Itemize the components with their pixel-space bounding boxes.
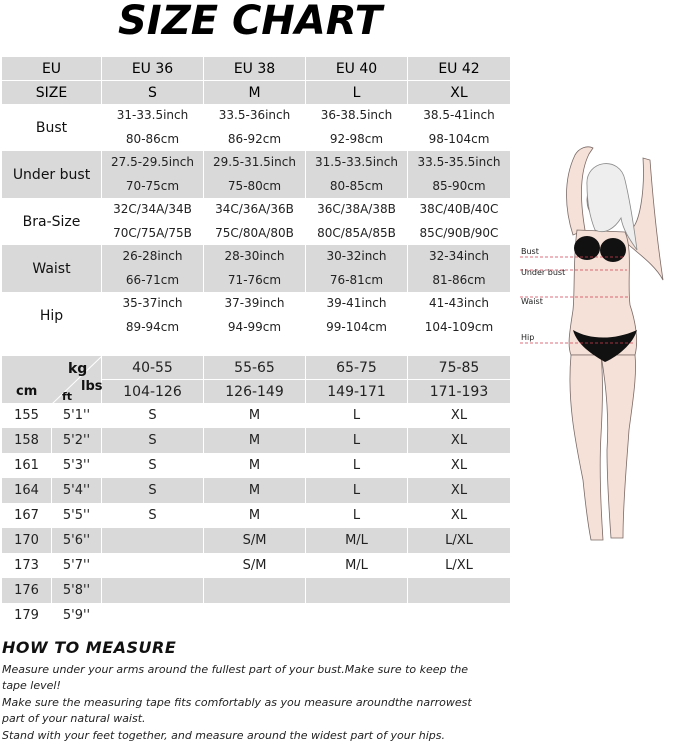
inch-value: 30-32inch (326, 249, 387, 263)
body-measure-figure (515, 140, 680, 555)
lbs-label: lbs (81, 379, 103, 394)
cm-cell: 179 (2, 603, 52, 628)
size-cell: M (204, 478, 306, 503)
inch-value: 39-41inch (326, 296, 387, 310)
ft-cell: 5'6'' (52, 528, 102, 553)
size-cell: S/M (204, 553, 306, 578)
size-cell: XL (408, 403, 510, 428)
measure-cell (102, 104, 204, 151)
inch-value: 33.5-35.5inch (417, 155, 501, 169)
header-cell: M (204, 80, 306, 104)
row-label: Bust (2, 104, 102, 151)
cm-cell: 155 (2, 403, 52, 428)
height-row (2, 503, 510, 528)
header-cell: EU (2, 57, 102, 80)
inch-value: 35-37inch (122, 296, 183, 310)
cm-value: 70-75cm (125, 178, 180, 193)
header-row (2, 80, 510, 104)
inch-value: 37-39inch (224, 296, 285, 310)
size-cell: M (204, 403, 306, 428)
under-bust-annotation: Under bust (521, 268, 566, 277)
size-cell (306, 603, 408, 628)
row-label: Waist (2, 245, 102, 292)
height-row (2, 603, 510, 628)
inch-value: 36C/38A/38B (317, 202, 396, 216)
inch-value: 34C/36A/36B (215, 202, 294, 216)
inch-value: 36-38.5inch (320, 108, 393, 122)
measure-cell (306, 245, 408, 292)
measure-cell (306, 151, 408, 198)
measure-cell (408, 104, 510, 151)
size-cell: XL (408, 478, 510, 503)
cm-value: 80-86cm (125, 131, 180, 146)
header-row (2, 57, 510, 80)
inch-value: 27.5-29.5inch (111, 155, 194, 169)
measure-cell (204, 151, 306, 198)
header-cell: EU 36 (102, 57, 204, 80)
lbs-cell: 171-193 (408, 379, 510, 403)
cm-value: 86-92cm (227, 131, 282, 146)
size-cell: S (102, 503, 204, 528)
note-bust: Measure under your arms around the fullest part of your bust.Make sure to keep the tape level! (2, 663, 469, 693)
header-cell: EU 42 (408, 57, 510, 80)
how-to-measure-heading: HOW TO MEASURE (2, 638, 177, 657)
measure-cell (102, 198, 204, 245)
cm-value: 89-94cm (125, 319, 180, 334)
inch-value: 32-34inch (428, 249, 489, 263)
cm-value: 71-76cm (227, 272, 282, 287)
size-cell: M (204, 503, 306, 528)
size-cell: L/XL (408, 528, 510, 553)
cm-value: 92-98cm (329, 131, 384, 146)
measure-row (2, 292, 510, 339)
inch-value: 28-30inch (224, 249, 285, 263)
cm-value: 70C/75A/75B (113, 225, 192, 240)
header-cell: EU 38 (204, 57, 306, 80)
measure-cell (408, 198, 510, 245)
cm-value: 80-85cm (329, 178, 384, 193)
measure-cell (306, 104, 408, 151)
size-cell (102, 578, 204, 603)
inch-value: 32C/34A/34B (113, 202, 192, 216)
cm-cell: 170 (2, 528, 52, 553)
inch-value: 38.5-41inch (423, 108, 495, 122)
cm-value: 75-80cm (227, 178, 282, 193)
ft-cell: 5'4'' (52, 478, 102, 503)
cm-cell: 161 (2, 453, 52, 478)
ft-cell: 5'9'' (52, 603, 102, 628)
size-cell (102, 528, 204, 553)
header-cell: XL (408, 80, 510, 104)
size-cell: M/L (306, 553, 408, 578)
kg-cell: 65-75 (306, 356, 408, 379)
cm-value: 98-104cm (428, 131, 490, 146)
size-cell (408, 578, 510, 603)
size-cell: L (306, 503, 408, 528)
bikini-top-right (600, 238, 626, 262)
header-cell: S (102, 80, 204, 104)
size-cell: S (102, 478, 204, 503)
size-cell (408, 603, 510, 628)
cm-cell: 167 (2, 503, 52, 528)
waist-annotation: Waist (521, 297, 543, 306)
cm-value: 85C/90B/90C (419, 225, 499, 240)
size-cell (102, 603, 204, 628)
kg-cell: 75-85 (408, 356, 510, 379)
ft-cell: 5'5'' (52, 503, 102, 528)
how-to-measure-notes (2, 662, 482, 744)
size-cell: S (102, 428, 204, 453)
cm-value: 104-109cm (424, 319, 494, 334)
measure-cell (204, 245, 306, 292)
ft-cell: 5'3'' (52, 453, 102, 478)
size-cell: M (204, 453, 306, 478)
measure-cell (408, 292, 510, 339)
size-cell: S (102, 453, 204, 478)
cm-cell: 164 (2, 478, 52, 503)
row-label: Bra-Size (2, 198, 102, 245)
height-row (2, 428, 510, 453)
cm-value: 99-104cm (326, 319, 387, 334)
size-cell (306, 578, 408, 603)
row-label: Under bust (2, 151, 102, 198)
size-cell: L (306, 453, 408, 478)
measure-cell (204, 292, 306, 339)
cm-value: 81-86cm (432, 272, 486, 287)
size-cell: L (306, 478, 408, 503)
measure-cell (102, 245, 204, 292)
page-title: SIZE CHART (118, 0, 383, 44)
measure-row (2, 198, 510, 245)
measure-cell (408, 151, 510, 198)
bikini-top-left (574, 236, 600, 260)
cm-value: 80C/85A/85B (317, 225, 396, 240)
size-cell (204, 578, 306, 603)
bust-annotation: Bust (521, 247, 539, 256)
size-cell: L (306, 403, 408, 428)
inch-value: 31-33.5inch (116, 108, 189, 122)
height-row (2, 553, 510, 578)
size-cell: L/XL (408, 553, 510, 578)
ft-cell: 5'8'' (52, 578, 102, 603)
height-row (2, 453, 510, 478)
measure-cell (204, 198, 306, 245)
hip-annotation: Hip (521, 333, 535, 342)
ft-cell: 5'1'' (52, 403, 102, 428)
kg-label: kg (68, 361, 88, 377)
size-cell (102, 553, 204, 578)
height-row (2, 528, 510, 553)
measure-cell (306, 292, 408, 339)
right-leg-shape (601, 355, 636, 538)
size-cell: M (204, 428, 306, 453)
ft-cell: 5'2'' (52, 428, 102, 453)
measure-cell (408, 245, 510, 292)
size-cell: S (102, 403, 204, 428)
measurement-table (2, 57, 510, 339)
size-cell (204, 603, 306, 628)
size-cell: L (306, 428, 408, 453)
cm-value: 76-81cm (329, 272, 384, 287)
inch-value: 31.5-33.5inch (315, 155, 398, 169)
ft-cell: 5'7'' (52, 553, 102, 578)
ft-label: ft (62, 390, 73, 403)
left-leg-shape (570, 355, 603, 540)
cm-cell: 176 (2, 578, 52, 603)
cm-value: 85-90cm (432, 178, 486, 193)
measure-cell (204, 104, 306, 151)
inch-value: 29.5-31.5inch (213, 155, 296, 169)
height-row (2, 403, 510, 428)
size-cell: XL (408, 428, 510, 453)
measure-row (2, 151, 510, 198)
cm-value: 75C/80A/80B (215, 225, 294, 240)
height-row (2, 478, 510, 503)
cm-cell: 158 (2, 428, 52, 453)
kg-cell: 40-55 (102, 356, 204, 379)
size-cell: XL (408, 503, 510, 528)
measure-cell (306, 198, 408, 245)
cm-cell: 173 (2, 553, 52, 578)
header-cell: EU 40 (306, 57, 408, 80)
cm-value: 66-71cm (125, 272, 180, 287)
kg-cell: 55-65 (204, 356, 306, 379)
note-hip: Stand with your feet together, and measure around the widest part of your hips. (2, 728, 445, 742)
note-waist: Make sure the measuring tape fits comfortably as you measure aroundthe narrowest part of your natural waist. (2, 695, 472, 726)
inch-value: 33.5-36inch (218, 108, 291, 122)
measure-cell (102, 151, 204, 198)
cm-label: cm (16, 384, 38, 399)
size-cell: S/M (204, 528, 306, 553)
measure-row (2, 104, 510, 151)
lbs-cell: 104-126 (102, 379, 204, 403)
measure-row (2, 245, 510, 292)
inch-value: 41-43inch (428, 296, 489, 310)
cm-value: 94-99cm (227, 319, 282, 334)
inch-value: 26-28inch (122, 249, 183, 263)
measure-cell (102, 292, 204, 339)
inch-value: 38C/40B/40C (419, 202, 499, 216)
header-cell: SIZE (2, 80, 102, 104)
height-row (2, 578, 510, 603)
lbs-cell: 149-171 (306, 379, 408, 403)
size-cell: XL (408, 453, 510, 478)
header-cell: L (306, 80, 408, 104)
lbs-cell: 126-149 (204, 379, 306, 403)
row-label: Hip (2, 292, 102, 339)
size-cell: M/L (306, 528, 408, 553)
